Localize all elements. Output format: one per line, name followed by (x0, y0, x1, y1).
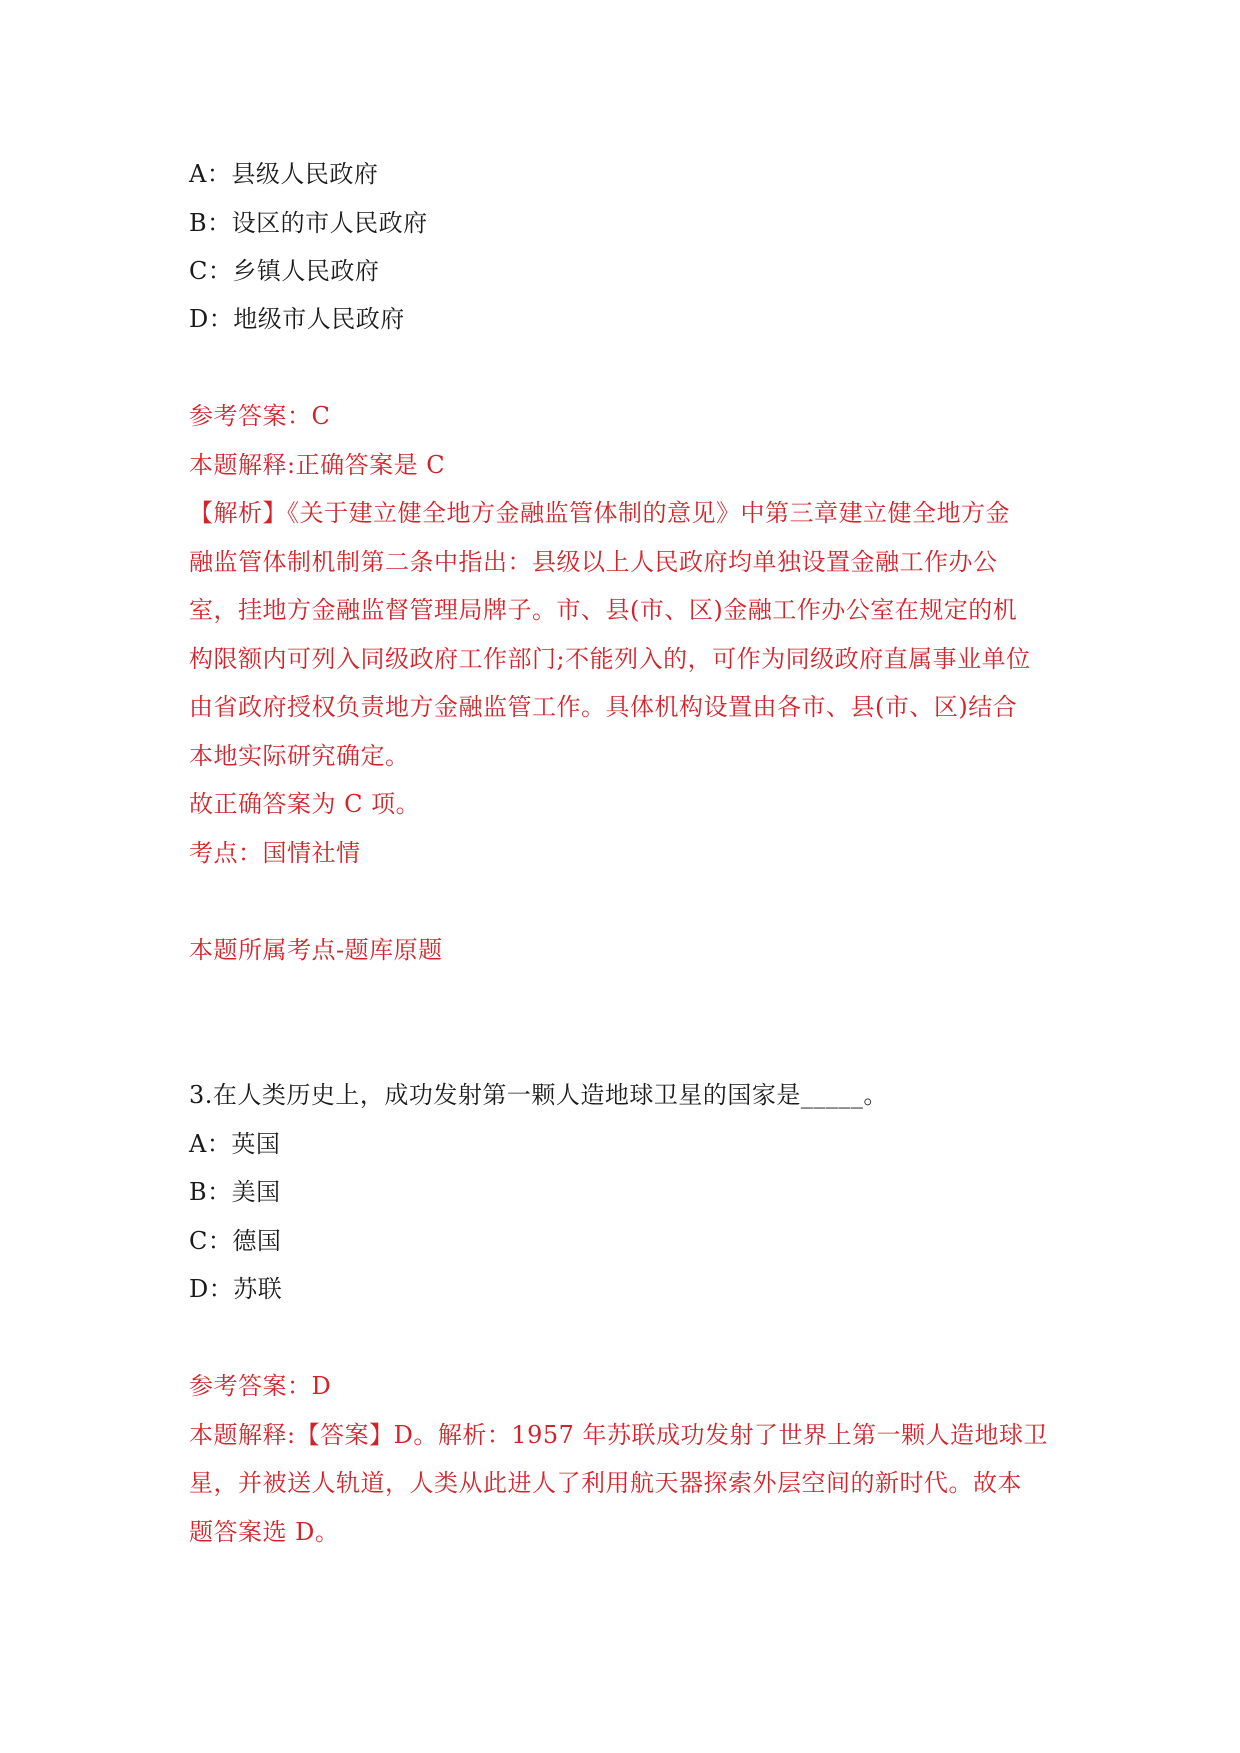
q2-conclusion: 故正确答案为 C 项。 (189, 790, 421, 818)
q2-analysis-line-5: 由省政府授权负责地方金融监管工作。具体机构设置由各市、县(市、区)结合 (189, 693, 1018, 721)
q3-explanation-line-1: 本题解释:【答案】D。解析：1957 年苏联成功发射了世界上第一颗人造地球卫 (189, 1421, 1049, 1449)
q3-question: 3.在人类历史上，成功发射第一颗人造地球卫星的国家是_____。 (189, 1081, 888, 1109)
q2-category: 本题所属考点-题库原题 (189, 936, 443, 964)
q3-option-c: C：德国 (189, 1227, 282, 1255)
q3-answer: 参考答案：D (189, 1372, 332, 1400)
q2-explanation-head: 本题解释:正确答案是 C (189, 451, 446, 479)
q2-analysis-line-1: 【解析】《关于建立健全地方金融监管体制的意见》中第三章建立健全地方金 (189, 499, 1010, 527)
q3-explanation-line-2: 星，并被送人轨道，人类从此进人了利用航天器探索外层空间的新时代。故本 (189, 1469, 1022, 1497)
q3-option-d: D：苏联 (189, 1275, 283, 1303)
q2-option-d: D：地级市人民政府 (189, 305, 405, 333)
q2-topic: 考点：国情社情 (189, 839, 361, 867)
q2-analysis-line-2: 融监管体制机制第二条中指出：县级以上人民政府均单独设置金融工作办公 (189, 548, 998, 576)
q2-answer: 参考答案：C (189, 402, 331, 430)
q2-option-c: C：乡镇人民政府 (189, 257, 380, 285)
q2-analysis-line-3: 室，挂地方金融监督管理局牌子。市、县(市、区)金融工作办公室在规定的机 (189, 596, 1018, 624)
q2-option-b: B：设区的市人民政府 (189, 209, 428, 237)
q3-option-a: A：英国 (189, 1130, 281, 1158)
q2-analysis-line-4: 构限额内可列入同级政府工作部门;不能列入的，可作为同级政府直属事业单位 (189, 645, 1031, 673)
q3-option-b: B：美国 (189, 1178, 281, 1206)
q3-explanation-line-3: 题答案选 D。 (189, 1518, 340, 1546)
q2-analysis-line-6: 本地实际研究确定。 (189, 742, 410, 770)
q2-option-a: A：县级人民政府 (189, 160, 379, 188)
